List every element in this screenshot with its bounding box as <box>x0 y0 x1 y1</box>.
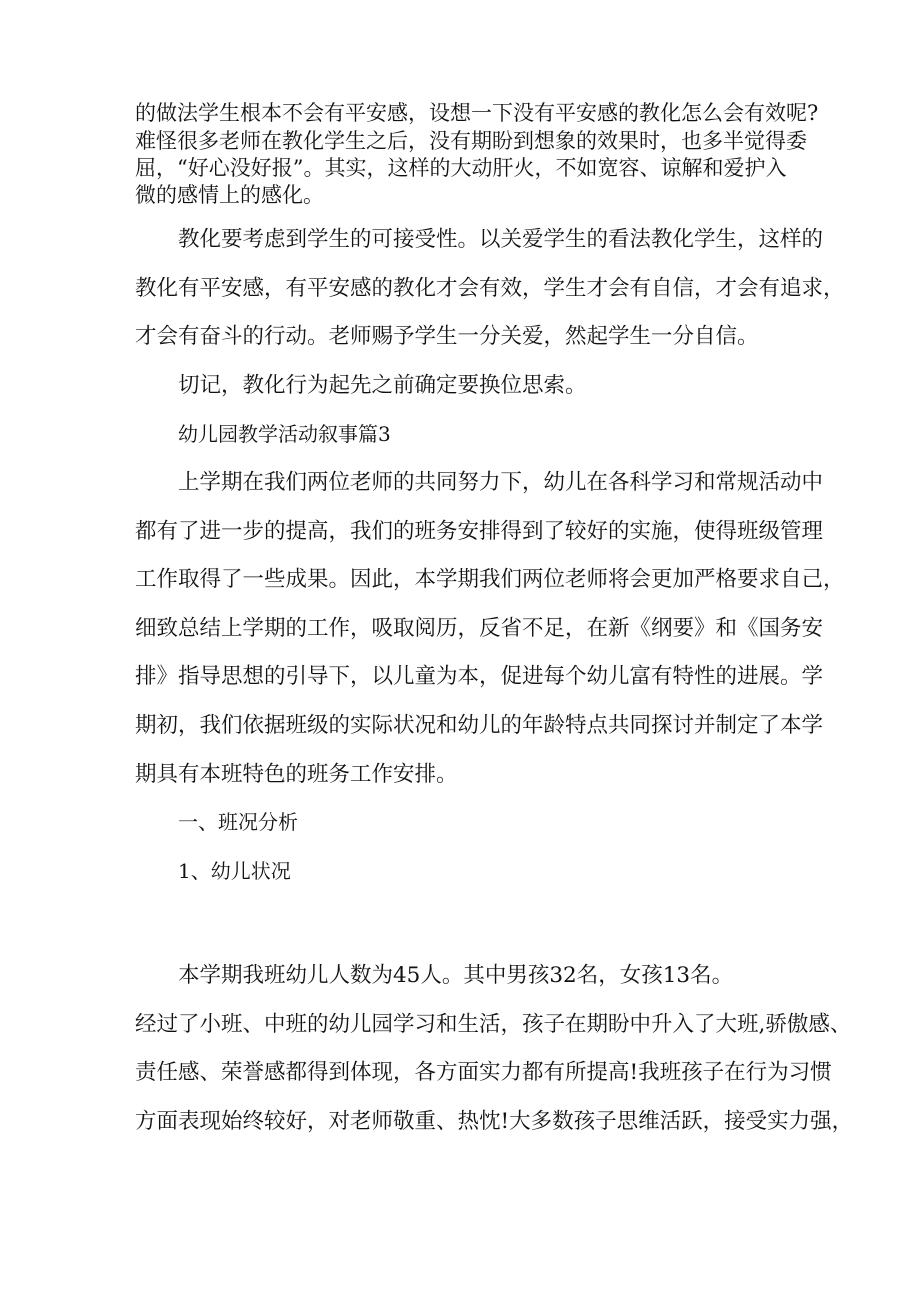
text-line: 期具有本班特色的班务工作安排。 <box>135 762 458 787</box>
text-line: 教化有平安感，有平安感的教化才会有效，学生才会有自信，才会有追求， <box>135 276 845 301</box>
subsection-heading: 1、幼儿状况 <box>178 859 291 883</box>
text-line: 细致总结上学期的工作，吸取阅历，反省不足，在新《纲要》和《国务安 <box>135 616 824 641</box>
section-heading: 一、班况分析 <box>178 810 298 834</box>
text-line: 责任感、荣誉感都得到体现，各方面实力都有所提高!我班孩子在行为习惯 <box>135 1060 832 1085</box>
text-line: 屈，“好心没好报”。其实，这样的大动肝火，不如宽容、谅解和爱护入 <box>135 156 787 180</box>
text-line: 才会有奋斗的行动。老师赐予学生一分关爱，然起学生一分自信。 <box>135 324 759 349</box>
text-line: 经过了小班、中班的幼儿园学习和生活，孩子在期盼中升入了大班,骄傲感、 <box>135 1012 852 1037</box>
text-line: 期初，我们依据班级的实际状况和幼儿的年龄特点共同探讨并制定了本学 <box>135 713 824 738</box>
text-line: 的做法学生根本不会有平安感，设想一下没有平安感的教化怎么会有效呢? <box>135 101 819 125</box>
text-line: 本学期我班幼儿人数为45人。其中男孩32名，女孩13名。 <box>178 963 734 988</box>
text-line: 难怪很多老师在教化学生之后，没有期盼到想象的效果时，也多半觉得委 <box>135 129 807 153</box>
text-line: 排》指导思想的引导下，以儿童为本，促进每个幼儿富有特性的进展。学 <box>135 664 824 689</box>
text-line: 方面表现始终较好，对老师敬重、热忱!大多数孩子思维活跃，接受实力强， <box>135 1109 854 1134</box>
text-line: 教化要考虑到学生的可接受性。以关爱学生的看法教化学生，这样的 <box>178 227 824 252</box>
text-line: 上学期在我们两位老师的共同努力下，幼儿在各科学习和常规活动中 <box>178 470 824 495</box>
text-line: 都有了进一步的提高，我们的班务安排得到了较好的实施，使得班级管理 <box>135 519 824 544</box>
text-line: 切记，教化行为起先之前确定要换位思索。 <box>178 373 587 398</box>
section-title: 幼儿园教学活动叙事篇3 <box>178 422 391 446</box>
text-line: 微的感情上的感化。 <box>135 183 324 207</box>
text-line: 工作取得了一些成果。因此，本学期我们两位老师将会更加严格要求自己， <box>135 567 845 592</box>
